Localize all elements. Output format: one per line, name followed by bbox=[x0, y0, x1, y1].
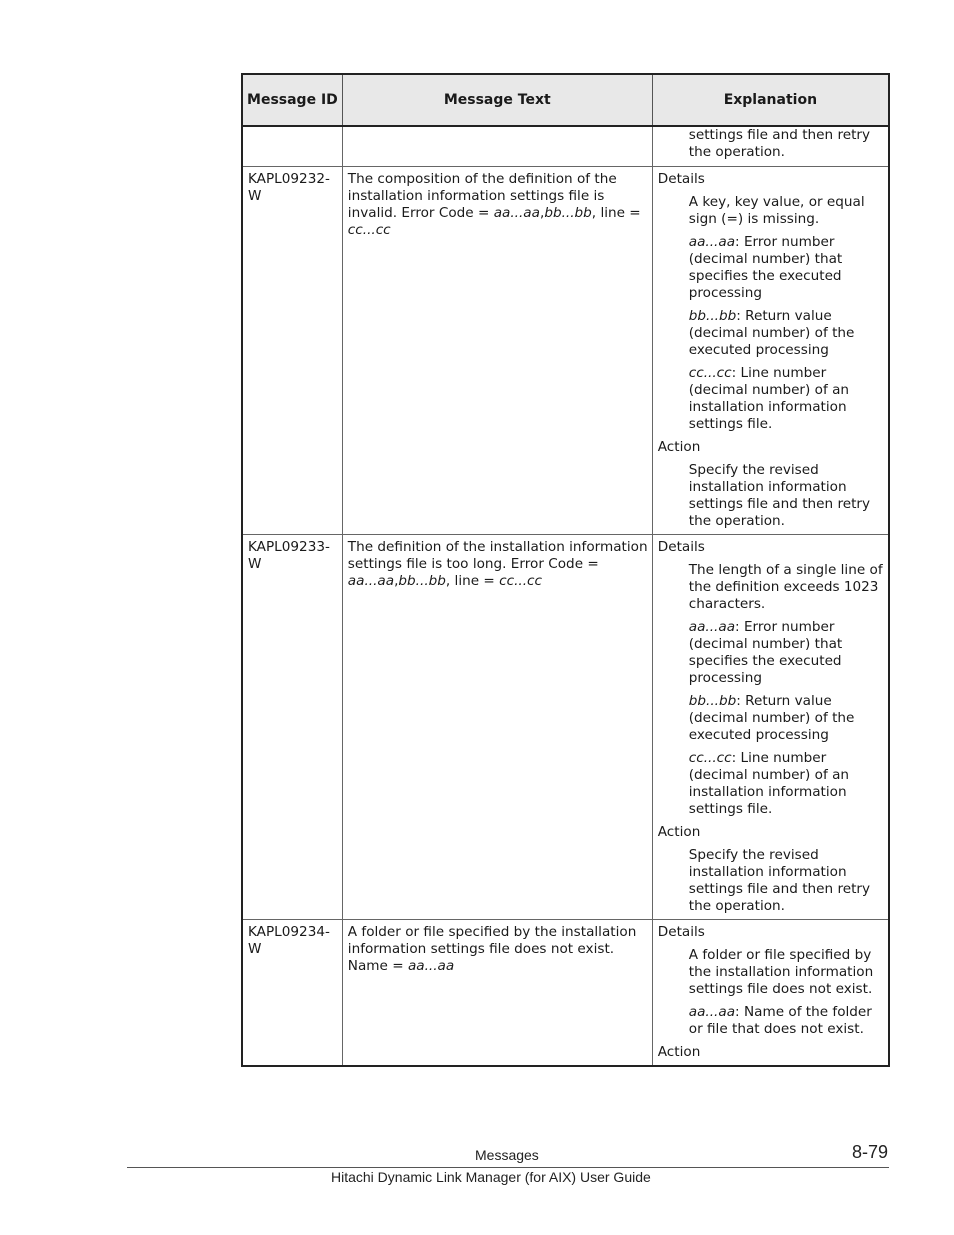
placeholder-cc: cc...cc bbox=[499, 572, 542, 589]
message-id: KAPL09233-W bbox=[242, 534, 342, 919]
detail-cc-text: : Line number (decimal number) of an installation information settings file. bbox=[688, 749, 850, 817]
placeholder-cc: cc...cc bbox=[347, 221, 391, 238]
table-row bbox=[242, 534, 889, 919]
detail-bb-text: : Return value (decimal number) of the executed processing bbox=[688, 307, 855, 358]
header-message-id: Message ID bbox=[242, 74, 342, 126]
placeholder-aa: aa...aa bbox=[688, 233, 736, 250]
details-label: Details bbox=[657, 923, 705, 940]
detail-aa bbox=[689, 1004, 884, 1038]
detail-cc bbox=[689, 750, 884, 818]
detail-cc bbox=[689, 365, 884, 433]
table-row-continuation bbox=[242, 126, 889, 166]
explanation bbox=[652, 166, 889, 534]
placeholder-cc: cc...cc bbox=[688, 749, 732, 766]
placeholder-aa: aa...aa bbox=[688, 1003, 736, 1020]
table-row bbox=[242, 166, 889, 534]
message-text bbox=[342, 166, 652, 534]
action-label: Action bbox=[657, 823, 701, 840]
detail-bb-text: : Return value (decimal number) of the executed processing bbox=[688, 692, 855, 743]
message-id: KAPL09232-W bbox=[242, 166, 342, 534]
details-text: The length of a single line of the definition exceeds 1023 characters. bbox=[688, 561, 883, 612]
action-text: Specify the revised installation information settings file and then retry the operation. bbox=[688, 846, 871, 914]
detail-aa-text: : Error number (decimal number) that specifies the executed processing bbox=[688, 618, 843, 686]
detail-bb bbox=[689, 308, 884, 359]
message-id: KAPL09234-W bbox=[242, 919, 342, 1066]
detail-aa-text: : Name of the folder or file that does not exist. bbox=[688, 1003, 872, 1037]
placeholder-bb: bb...bb bbox=[398, 572, 446, 589]
footer-section-name: Messages bbox=[475, 1147, 539, 1163]
message-text-body: A folder or file specified by the installation information settings file does not exist. Name = bbox=[347, 923, 637, 974]
cell-explanation-continued bbox=[652, 126, 889, 166]
placeholder-bb: bb...bb bbox=[688, 692, 737, 709]
detail-cc-text: : Line number (decimal number) of an installation information settings file. bbox=[688, 364, 850, 432]
message-text bbox=[342, 919, 652, 1066]
cell-text-empty bbox=[342, 126, 652, 166]
details-label: Details bbox=[657, 170, 705, 187]
header-explanation: Explanation bbox=[652, 74, 889, 126]
separator: , bbox=[539, 204, 545, 221]
message-text-body: The composition of the definition of the installation information settings file is invalid. Error Code = bbox=[347, 170, 617, 221]
placeholder-aa: aa...aa bbox=[493, 204, 540, 221]
message-table bbox=[241, 73, 890, 1067]
action-label: Action bbox=[657, 438, 701, 455]
message-text-mid: , line = bbox=[445, 572, 500, 589]
action-label: Action bbox=[657, 1043, 701, 1060]
explanation bbox=[652, 534, 889, 919]
table-header-row bbox=[242, 74, 889, 126]
detail-aa bbox=[689, 619, 884, 687]
detail-aa-text: : Error number (decimal number) that specifies the executed processing bbox=[688, 233, 843, 301]
details-label: Details bbox=[657, 538, 705, 555]
document-title: Hitachi Dynamic Link Manager (for AIX) User Guide bbox=[331, 1169, 651, 1185]
page-number: 8-79 bbox=[851, 1142, 888, 1162]
separator: , bbox=[394, 572, 399, 589]
header-message-text: Message Text bbox=[342, 74, 652, 126]
explanation bbox=[652, 919, 889, 1066]
message-text-mid: , line = bbox=[591, 204, 641, 221]
details-text: A folder or file specified by the installation information settings file does not exist. bbox=[688, 946, 874, 997]
action-text-continued: settings file and then retry the operation. bbox=[688, 127, 871, 160]
placeholder-aa: aa...aa bbox=[688, 618, 736, 635]
placeholder-aa: aa...aa bbox=[347, 572, 395, 589]
message-table-container bbox=[241, 73, 890, 1067]
placeholder-cc: cc...cc bbox=[688, 364, 732, 381]
footer-divider bbox=[127, 1167, 889, 1168]
cell-id-empty bbox=[242, 126, 342, 166]
placeholder-aa: aa...aa bbox=[407, 957, 455, 974]
table-row bbox=[242, 919, 889, 1066]
details-text: A key, key value, or equal sign (=) is missing. bbox=[688, 193, 865, 227]
detail-bb bbox=[689, 693, 884, 744]
placeholder-bb: bb...bb bbox=[688, 307, 737, 324]
message-text bbox=[342, 534, 652, 919]
action-text: Specify the revised installation information settings file and then retry the operation. bbox=[688, 461, 871, 529]
detail-aa bbox=[689, 234, 884, 302]
message-text-body: The definition of the installation information settings file is too long. Error Code = bbox=[347, 538, 648, 572]
placeholder-bb: bb...bb bbox=[544, 204, 592, 221]
